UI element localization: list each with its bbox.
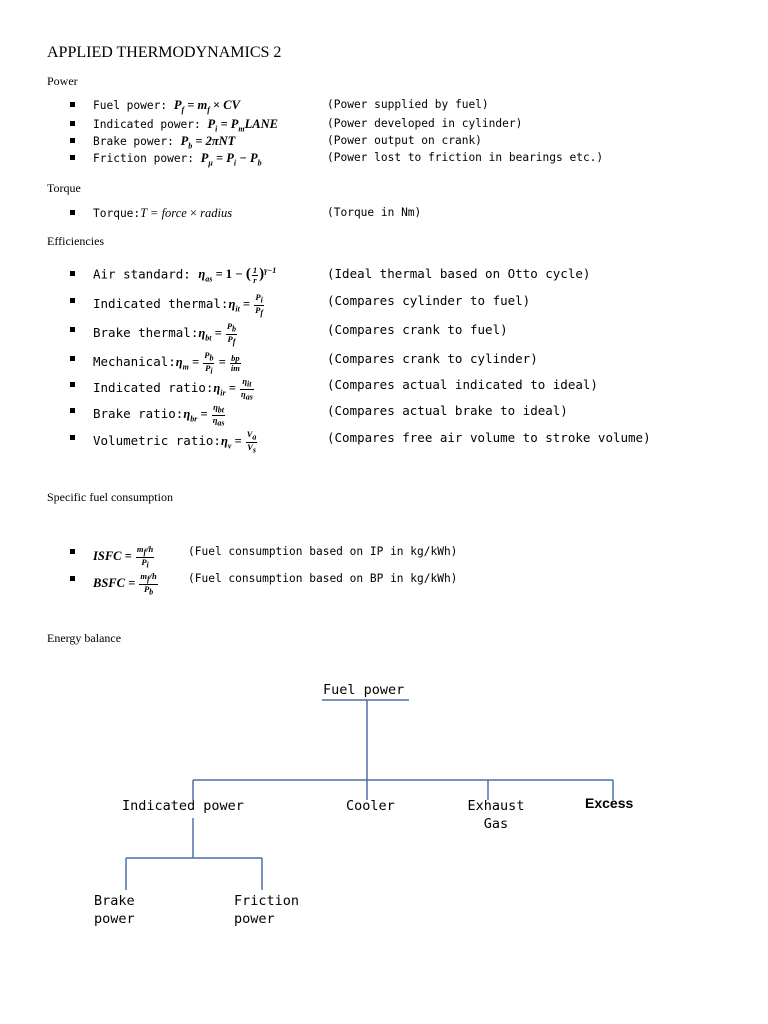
item-note: (Compares cylinder to fuel)	[327, 293, 531, 308]
item-label: Torque:	[93, 207, 141, 220]
item-note: (Compares free air volume to stroke volume)	[327, 430, 651, 445]
formula: $\eta_{it}$ = $\frac{P_i}{P_f}$	[228, 292, 264, 318]
item-note: (Compares crank to fuel)	[327, 322, 508, 337]
item-note: (Power developed in cylinder)	[327, 117, 523, 130]
formula: $\eta_{bt}$ = $\frac{P_b}{P_f}$	[198, 321, 237, 347]
heading-power: Power	[47, 74, 78, 88]
item-label: Indicated power:	[93, 118, 208, 131]
item-label: Air standard:	[93, 266, 199, 282]
item-label: Brake thermal:	[93, 325, 199, 341]
item-label: Indicated thermal:	[93, 296, 229, 312]
item-note: (Torque in Nm)	[327, 206, 422, 219]
formula: $P_b = 2\pi NT$	[180, 134, 236, 151]
node-brake-power: Brake power	[94, 893, 135, 927]
item-label: Fuel power:	[93, 99, 174, 112]
formula: $P_f = m_f$ × CV	[173, 98, 240, 115]
formula: $\eta_{br}$ = $\frac{\eta_{bt}}{\eta_{as}}$	[183, 402, 225, 428]
item-label: Volumetric ratio:	[93, 433, 221, 449]
heading-efficiencies: Efficiencies	[47, 234, 105, 248]
node-fuel-power: Fuel power	[323, 682, 405, 698]
formula: $P_i$ = $P_mLANE$	[207, 117, 278, 134]
node-exhaust-gas: Exhaust Gas	[467, 798, 525, 832]
page-title: APPLIED THERMODYNAMICS 2	[47, 44, 282, 61]
item-note: (Power supplied by fuel)	[327, 98, 489, 111]
item-note: (Compares crank to cylinder)	[327, 351, 538, 366]
item-label: Brake power:	[93, 135, 181, 148]
heading-sfc: Specific fuel consumption	[47, 490, 173, 504]
item-note: (Power output on crank)	[327, 134, 482, 147]
formula: $\eta_{as} = 1$ − ( $\frac{1}{r}$ )$^{\gamma-1}$	[198, 265, 277, 285]
node-friction-power: Friction power	[234, 893, 300, 927]
node-indicated-power: Indicated power	[122, 798, 244, 814]
item-note: (Compares actual brake to ideal)	[327, 403, 568, 418]
item-note: (Compares actual indicated to ideal)	[327, 377, 598, 392]
formula: ISFC = $\frac{m_f/h}{P_i}$	[93, 544, 154, 570]
item-label: Mechanical:	[93, 354, 176, 370]
heading-torque: Torque	[47, 181, 81, 195]
item-note: (Power lost to friction in bearings etc.)	[327, 151, 604, 164]
item-note: (Fuel consumption based on IP in kg/kWh)	[188, 545, 458, 558]
formula: $\eta_m$ = $\frac{P_b}{P_i}$ = $\frac{bp}{im}$	[175, 350, 240, 376]
formula: $P_\mu = P_i - P_b$	[200, 151, 262, 168]
item-label: Brake ratio:	[93, 406, 184, 422]
formula: $\eta_v$ = $\frac{V_a}{V_s}$	[220, 429, 257, 455]
item-note: (Ideal thermal based on Otto cycle)	[327, 266, 591, 281]
heading-energy: Energy balance	[47, 631, 122, 645]
node-excess: Excess	[585, 795, 634, 811]
formula: T = force × radius	[140, 206, 233, 220]
formula: BSFC = $\frac{m_f/h}{P_b}$	[93, 571, 157, 597]
item-note: (Fuel consumption based on BP in kg/kWh)	[188, 572, 458, 585]
item-label: Friction power:	[93, 152, 201, 165]
formula: $\eta_{ir}$ = $\frac{\eta_{it}}{\eta_{as}}$	[213, 376, 253, 402]
node-cooler: Cooler	[346, 798, 395, 814]
item-label: Indicated ratio:	[93, 380, 214, 396]
